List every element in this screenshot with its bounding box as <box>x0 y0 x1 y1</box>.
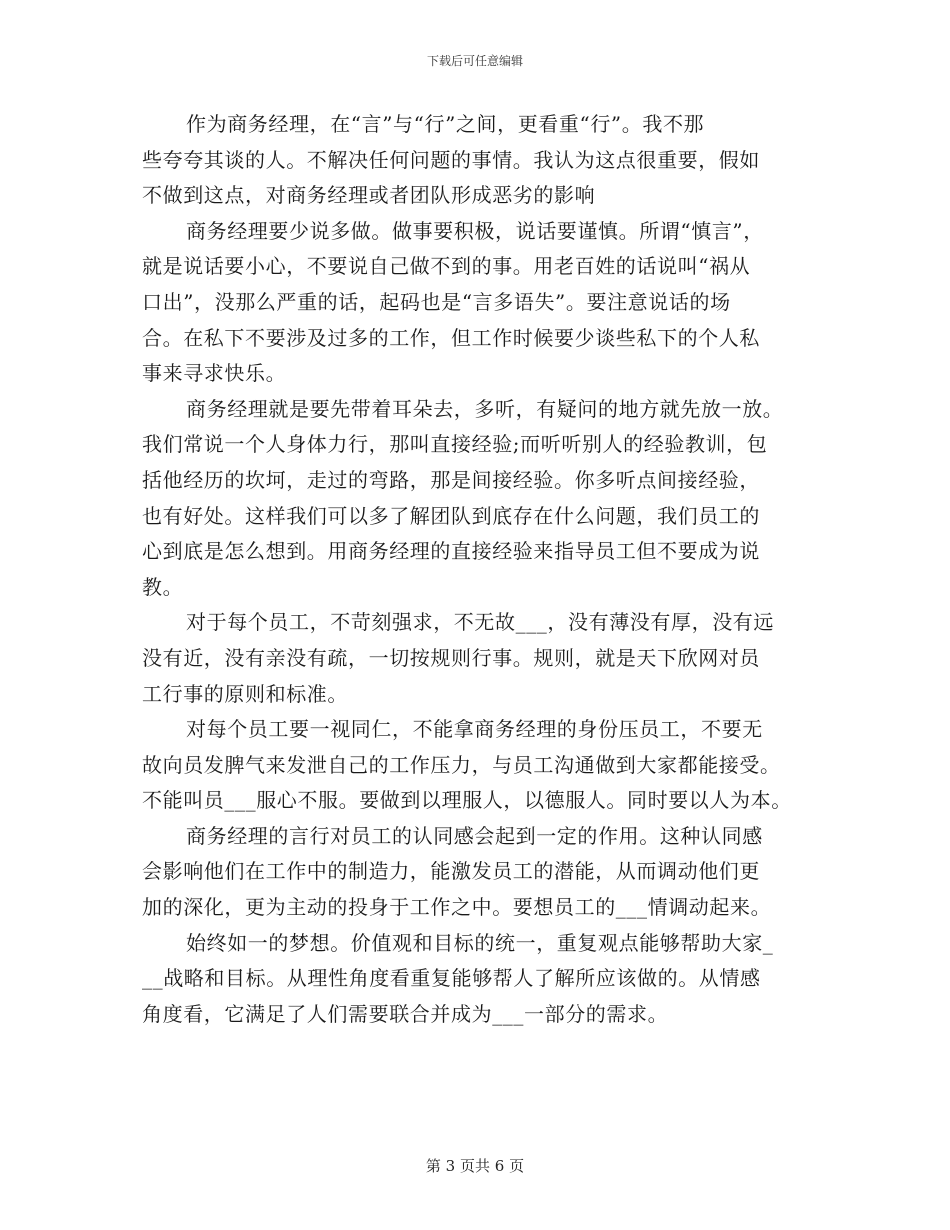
paragraph-line: 不做到这点，对商务经理或者团队形成恶劣的影响 <box>142 183 596 208</box>
paragraph-line: 商务经理要少说多做。做事要积极，说话要谨慎。所谓“慎言”， <box>186 218 764 243</box>
paragraph-line: 心到底是怎么想到。用商务经理的直接经验来指导员工但不要成为说 <box>142 539 760 564</box>
paragraph-line: 会影响他们在工作中的制造力，能激发员工的潜能，从而调动他们更 <box>142 859 760 884</box>
paragraph-line: 商务经理就是要先带着耳朵去，多听，有疑问的地方就先放一放。 <box>186 396 784 421</box>
paragraph-line: 不能叫员___服心不服。要做到以理服人，以德服人。同时要以人为本。 <box>142 788 792 813</box>
paragraph-line: 角度看，它满足了人们需要联合并成为___一部分的需求。 <box>142 1001 669 1026</box>
paragraph-line: 就是说话要小心，不要说自己做不到的事。用老百姓的话说叫“祸从 <box>142 254 751 279</box>
document-body <box>142 107 814 1032</box>
paragraph-line: 事来寻求快乐。 <box>142 361 287 386</box>
paragraph-line: 口出”，没那么严重的话，起码也是“言多语失”。要注意说话的场 <box>142 289 731 314</box>
paragraph-line: 也有好处。这样我们可以多了解团队到底存在什么问题，我们员工的 <box>142 503 760 528</box>
paragraph-line: 括他经历的坎坷，走过的弯路，那是间接经验。你多听点间接经验， <box>142 467 760 492</box>
paragraph-line: 作为商务经理，在“言”与“行”之间，更看重“行”。我不那 <box>186 112 705 136</box>
paragraph-line: 些夸夸其谈的人。不解决任何问题的事情。我认为这点很重要，假如 <box>142 147 760 172</box>
page-header: 下载后可任意编辑 <box>426 54 523 68</box>
paragraph-line: __战略和目标。从理性角度看重复能够帮人了解所应该做的。从情感 <box>142 966 761 991</box>
paragraph-line: 始终如一的梦想。价值观和目标的统一，重复观点能够帮助大家_ <box>186 930 774 955</box>
paragraph-line: 没有近，没有亲没有疏，一切按规则行事。规则，就是天下欣网对员 <box>142 645 760 670</box>
paragraph-line: 商务经理的言行对员工的认同感会起到一定的作用。这种认同感 <box>186 823 763 848</box>
paragraph-line: 对于每个员工，不苛刻强求，不无故___，没有薄没有厚，没有远 <box>186 610 774 635</box>
paragraph-line: 对每个员工要一视同仁，不能拿商务经理的身份压员工，不要无 <box>186 717 763 742</box>
paragraph-line: 我们常说一个人身体力行，那叫直接经验;而听听别人的经验教训，包 <box>142 432 768 457</box>
paragraph-line: 合。在私下不要涉及过多的工作，但工作时候要少谈些私下的个人私 <box>142 325 760 350</box>
page-footer: 第 3 页共 6 页 <box>425 1157 525 1175</box>
paragraph-line: 故向员发脾气来发泄自己的工作压力，与员工沟通做到大家都能接受。 <box>142 752 781 777</box>
paragraph-line: 加的深化，更为主动的投身于工作之中。要想员工的___情调动起来。 <box>142 895 772 920</box>
paragraph-line: 教。 <box>142 574 184 599</box>
paragraph-line: 工行事的原则和标准。 <box>142 681 348 706</box>
